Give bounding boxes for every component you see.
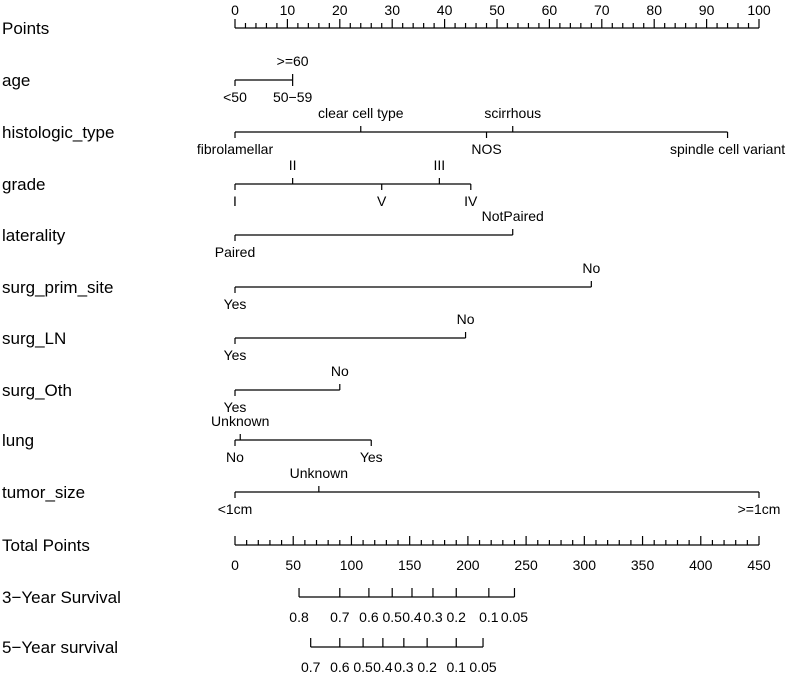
row-label: age bbox=[2, 71, 31, 90]
level-label: No bbox=[226, 449, 244, 465]
survival-tick-label: 0.2 bbox=[446, 609, 466, 625]
points-tick-label: 60 bbox=[541, 2, 558, 18]
points-tick-label: 70 bbox=[594, 2, 610, 18]
row-label: Points bbox=[2, 19, 50, 38]
survival-tick-label: 0.6 bbox=[359, 609, 379, 625]
total-tick-label: 350 bbox=[630, 557, 655, 573]
level-label: V bbox=[377, 193, 387, 209]
total-tick-label: 50 bbox=[285, 557, 302, 573]
level-label: Yes bbox=[223, 347, 247, 363]
level-label: fibrolamellar bbox=[196, 141, 274, 157]
level-label: scirrhous bbox=[484, 105, 542, 121]
level-label: Unknown bbox=[289, 465, 349, 481]
row-label: Total Points bbox=[2, 536, 90, 555]
level-label: II bbox=[288, 157, 297, 173]
survival-tick-label: 0.4 bbox=[402, 609, 422, 625]
survival-tick-label: 0.8 bbox=[289, 609, 309, 625]
level-label: IV bbox=[464, 193, 478, 209]
total-tick-label: 200 bbox=[456, 557, 480, 573]
total-tick-label: 450 bbox=[747, 557, 771, 573]
level-label: Yes bbox=[223, 399, 247, 415]
survival-tick-label: 0.05 bbox=[500, 609, 529, 625]
total-tick-label: 250 bbox=[514, 557, 538, 573]
level-label: NotPaired bbox=[481, 208, 544, 224]
row-label: lung bbox=[2, 431, 35, 450]
total-tick-label: 400 bbox=[689, 557, 713, 573]
row-label: tumor_size bbox=[2, 483, 86, 502]
survival-tick-label: 0.7 bbox=[330, 609, 350, 625]
survival-tick-label: 0.2 bbox=[417, 659, 437, 675]
row-label: grade bbox=[2, 175, 46, 194]
survival-tick-label: 0.5 bbox=[353, 659, 373, 675]
row-label: histologic_type bbox=[2, 123, 115, 142]
total-tick-label: 300 bbox=[572, 557, 597, 573]
points-tick-label: 90 bbox=[698, 2, 715, 18]
row-label: laterality bbox=[2, 226, 66, 245]
level-label: III bbox=[433, 157, 446, 173]
level-label: Paired bbox=[214, 244, 256, 260]
row-label: 5−Year survival bbox=[2, 638, 119, 657]
points-tick-label: 50 bbox=[489, 2, 505, 18]
level-label: Yes bbox=[223, 296, 247, 312]
points-tick-label: 10 bbox=[279, 2, 296, 18]
level-label: clear cell type bbox=[317, 105, 404, 121]
level-label: 50−59 bbox=[272, 89, 313, 105]
points-tick-label: 100 bbox=[747, 2, 771, 18]
survival-tick-label: 0.1 bbox=[479, 609, 499, 625]
level-label: I bbox=[233, 193, 237, 209]
level-label: <1cm bbox=[217, 501, 253, 517]
row-label: surg_LN bbox=[2, 329, 67, 348]
level-label: Yes bbox=[359, 449, 383, 465]
survival-tick-label: 0.5 bbox=[382, 609, 402, 625]
points-tick-label: 30 bbox=[384, 2, 400, 18]
row-label: 3−Year Survival bbox=[2, 588, 121, 607]
survival-tick-label: 0.3 bbox=[394, 659, 414, 675]
row-label: surg_Oth bbox=[2, 381, 72, 400]
level-label: Unknown bbox=[211, 413, 270, 429]
total-tick-label: 100 bbox=[339, 557, 364, 573]
points-tick-label: 0 bbox=[231, 2, 239, 18]
level-label: >=60 bbox=[276, 53, 309, 69]
survival-tick-label: 0.1 bbox=[446, 659, 466, 675]
survival-tick-label: 0.4 bbox=[373, 659, 393, 675]
level-label: No bbox=[456, 311, 475, 327]
level-label: No bbox=[330, 363, 349, 379]
survival-tick-label: 0.05 bbox=[469, 659, 497, 675]
row-label: surg_prim_site bbox=[2, 278, 114, 297]
level-label: <50 bbox=[223, 89, 247, 105]
survival-tick-label: 0.7 bbox=[300, 659, 321, 675]
level-label: >=1cm bbox=[737, 501, 781, 517]
level-label: NOS bbox=[471, 141, 502, 157]
level-label: No bbox=[582, 260, 601, 276]
survival-tick-label: 0.3 bbox=[423, 609, 443, 625]
total-tick-label: 150 bbox=[397, 557, 422, 573]
points-tick-label: 80 bbox=[646, 2, 662, 18]
points-tick-label: 40 bbox=[436, 2, 453, 18]
survival-tick-label: 0.6 bbox=[330, 659, 350, 675]
points-tick-label: 20 bbox=[332, 2, 348, 18]
total-tick-label: 0 bbox=[231, 557, 239, 573]
level-label: spindle cell variant bbox=[669, 141, 786, 157]
